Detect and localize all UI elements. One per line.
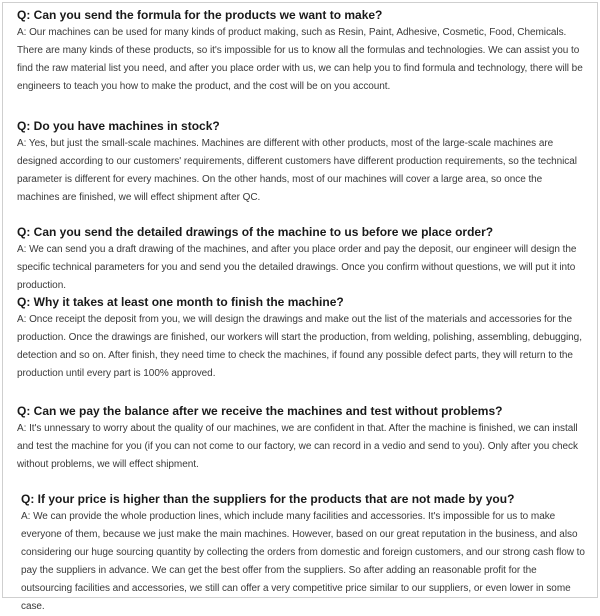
faq-answer: A: We can provide the whole production lines, which include many facilities and accessories. It's impossible for us to make everyone of them, because we just make the main machines. However, based on our great reputation in the business, and also considering our huge sourcing quantity by collecting the orders from domestic and foreign customers, and our strong cash flow to pay the suppliers in advance. We can get the best offer from the suppliers. So after adding an reasonable profit for the outsourcing facilities and accessories, we still can offer a very competitive price similar to our suppliers, or even lower in some case. xyxy=(21,511,585,612)
faq-item xyxy=(17,224,587,295)
faq-answer: A: We can send you a draft drawing of the machines, and after you place order and pay the deposit, our engineer will design the specific technical parameters for you and send you the detailed drawings. Once you confirm without questions, we will put it into production. xyxy=(17,244,577,291)
faq-question: Q: Can you send the detailed drawings of the machine to us before we place order? xyxy=(17,225,494,239)
faq-answer: A: Yes, but just the small-scale machines. Machines are different with other products, most of the large-scale machines are designed according to our customers' requirements, different customers have different production requirements, so the technical parameter is different for every machines. On the other hands, most of our machines will cover a large area, so once the machines are finished, we will effect shipment after QC. xyxy=(17,138,577,203)
faq-item xyxy=(17,294,587,383)
faq-item xyxy=(17,7,587,96)
faq-question: Q: If your price is higher than the suppliers for the products that are not made by you? xyxy=(21,492,515,506)
faq-answer: A: Once receipt the deposit from you, we will design the drawings and make out the list of the materials and accessories for the production. Once the drawings are finished, our workers will start the production, from welding, polishing, assembling, debugging, detection and so on. After finish, they need time to check the machines, if found any possible defect parts, they will return to the production until every part is 100% approved. xyxy=(17,314,582,379)
faq-answer: A: Our machines can be used for many kinds of product making, such as Resin, Paint, Adhesive, Cosmetic, Food, Chemicals. There are many kinds of these products, so it's impossible for us to know all the formulas and technologies. We can assist you to find the raw material list you need, and after you place order with us, we can help you to find formula and technology, there will be engineers to teach you how to make the product, and the cost will be on you account. xyxy=(17,27,583,92)
faq-item xyxy=(21,491,587,616)
faq-question: Q: Do you have machines in stock? xyxy=(17,119,220,133)
faq-question: Q: Can you send the formula for the products we want to make? xyxy=(17,8,383,22)
faq-question: Q: Can we pay the balance after we receive the machines and test without problems? xyxy=(17,404,503,418)
faq-question: Q: Why it takes at least one month to finish the machine? xyxy=(17,295,344,309)
faq-answer: A: It's unnessary to worry about the quality of our machines, we are confident in that. After the machine is finished, we can install and test the machine for you (if you can not come to our factory, we can record in a vedio and send to you). Only after you check without problems, we will effect shipment. xyxy=(17,423,578,470)
faq-item xyxy=(17,118,587,207)
faq-item xyxy=(17,403,587,474)
faq-page xyxy=(2,2,598,612)
